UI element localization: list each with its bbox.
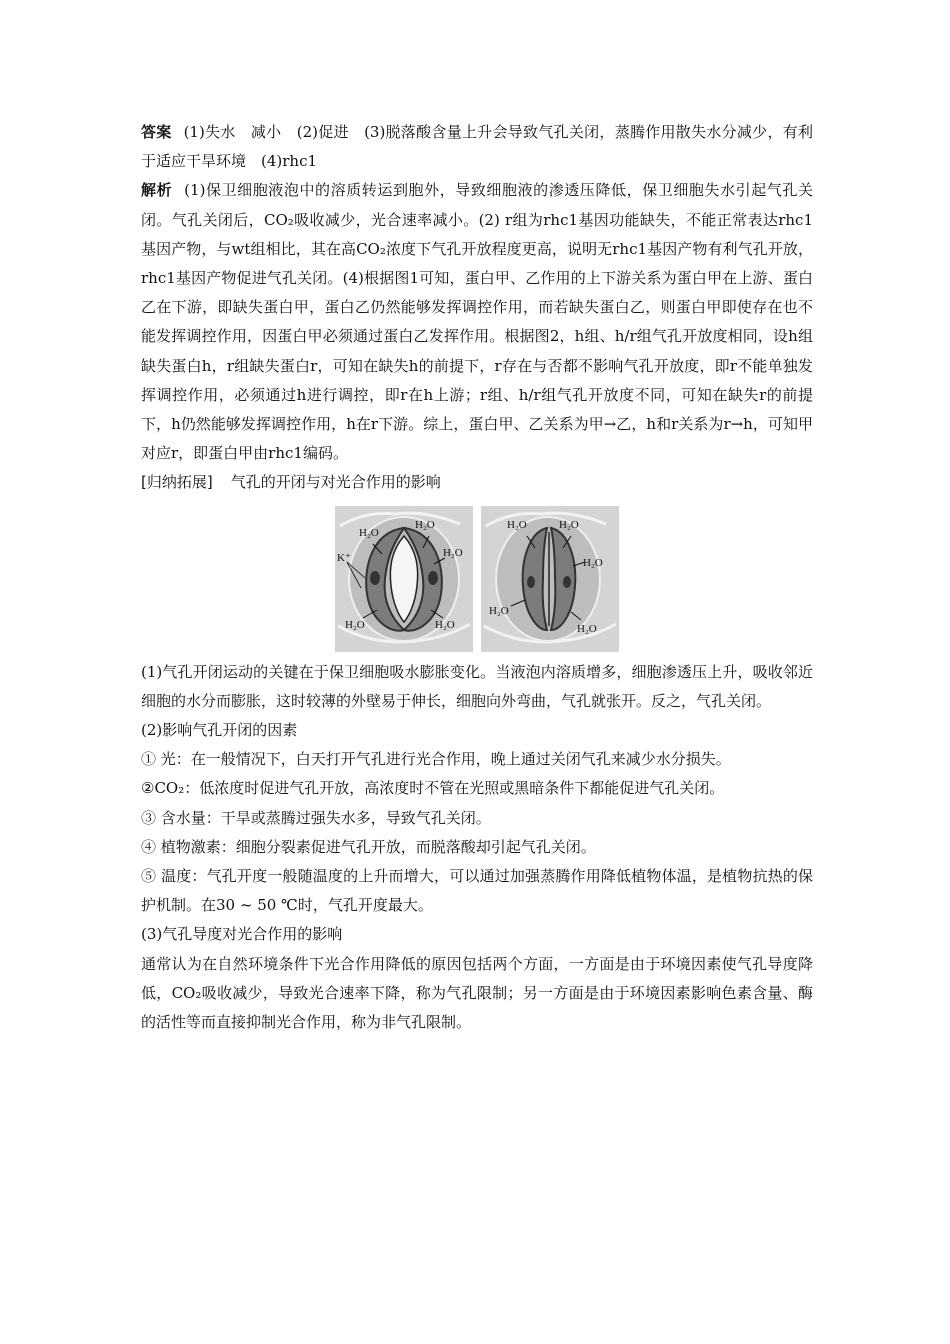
factor-hormone: ④ 植物激素：细胞分裂素促进气孔开放，而脱落酸却引起气孔关闭。 (141, 837, 596, 856)
factor-temperature: ⑤ 温度：气孔开度一般随温度的上升而增大，可以通过加强蒸腾作用降低植物体温，是植物抗热的保护机制。在30 ~ 50 ℃时，气孔开度最大。 (141, 867, 813, 915)
label-h2o: H₂O (415, 518, 435, 531)
summary-label: [归纳拓展] (141, 473, 213, 492)
point-1: (1)气孔开闭运动的关键在于保卫细胞吸水膨胀变化。当液泡内溶质增多，细胞渗透压上升，吸收邻近细胞的水分而膨胀，这时较薄的外壁易于伸长，细胞向外弯曲，气孔就张开。反之，气孔关闭。 (141, 662, 813, 710)
label-h2o: H₂O (559, 518, 579, 531)
label-h2o: H₂O (577, 622, 597, 635)
point-3-text: 通常认为在自然环境条件下光合作用降低的原因包括两个方面，一方面是由于环境因素使气孔导度降低，CO₂吸收减少，导致光合速率下降，称为气孔限制；另一方面是由于环境因素影响色素含量、酶的活性等而直接抑制光合作用，称为非气孔限制。 (141, 954, 813, 1032)
label-h2o: H₂O (489, 604, 509, 617)
analysis-paragraph (141, 176, 813, 468)
summary-title: 气孔的开闭与对光合作用的影响 (230, 473, 441, 492)
label-h2o: H₂O (507, 518, 527, 531)
stoma-closed-panel (481, 506, 619, 652)
analysis-label: 解析 (141, 181, 173, 200)
summary-heading (141, 468, 813, 497)
label-k-ion: K⁺ (337, 551, 351, 564)
stoma-open-illustration (335, 506, 473, 652)
point-2-heading: (2)影响气孔开闭的因素 (141, 721, 298, 740)
factor-light: ① 光：在一般情况下，白天打开气孔进行光合作用，晚上通过关闭气孔来减少水分损失。 (141, 750, 731, 769)
answer-label: 答案 (141, 123, 172, 141)
factor-water: ③ 含水量：干旱或蒸腾过强失水多，导致气孔关闭。 (141, 808, 491, 827)
stomata-figure (141, 506, 813, 652)
analysis-text: (1)保卫细胞液泡中的溶质转运到胞外，导致细胞液的渗透压降低，保卫细胞失水引起气孔关闭。气孔关闭后，CO₂吸收减少，光合速率减小。(2) r组为rhc1基因功能缺失，不能正常表达rhc1基因产物，与wt组相比，其在高CO₂浓度下气孔开放程度更高，说明无rhc1基因产物有利气孔开放，rhc1基因产物促进气孔关闭。(4)根据图1可知，蛋白甲、乙作用的上下游关系为蛋白甲在上游、蛋白乙在下游，即缺失蛋白甲，蛋白乙仍然能够发挥调控作用，而若缺失蛋白乙，则蛋白甲即使存在也不能发挥调控作用，因蛋白甲必须通过蛋白乙发挥作用。根据图2，h组、h/r组气孔开放度相同，设h组缺失蛋白h，r组缺失蛋白r，可知在缺失h的前提下，r存在与否都不影响气孔开放度，即r不能单独发挥调控作用，必须通过h进行调控，即r在h上游；r组、h/r组气孔开放度不同，可知在缺失r的前提下，h仍然能够发挥调控作用，h在r下游。综上，蛋白甲、乙关系为甲→乙，h和r关系为r→h，可知甲对应r，即蛋白甲由rhc1编码。 (141, 181, 813, 463)
label-h2o: H₂O (583, 556, 603, 569)
point-3-heading: (3)气孔导度对光合作用的影响 (141, 925, 343, 944)
stoma-closed-illustration (481, 506, 619, 652)
factor-co2: ②CO₂：低浓度时促进气孔开放，高浓度时不管在光照或黑暗条件下都能促进气孔关闭。 (141, 779, 725, 798)
label-h2o: H₂O (435, 618, 455, 631)
label-h2o: H₂O (443, 546, 463, 559)
document-page (141, 118, 813, 1037)
answer-paragraph (141, 118, 813, 176)
label-h2o: H₂O (345, 618, 365, 631)
stoma-open-panel (335, 506, 473, 652)
answer-text: (1)失水 减小 (2)促进 (3)脱落酸含量上升会导致气孔关闭，蒸腾作用散失水分减少，有利于适应干旱环境 (4)rhc1 (141, 123, 813, 171)
label-h2o: H₂O (359, 526, 379, 539)
